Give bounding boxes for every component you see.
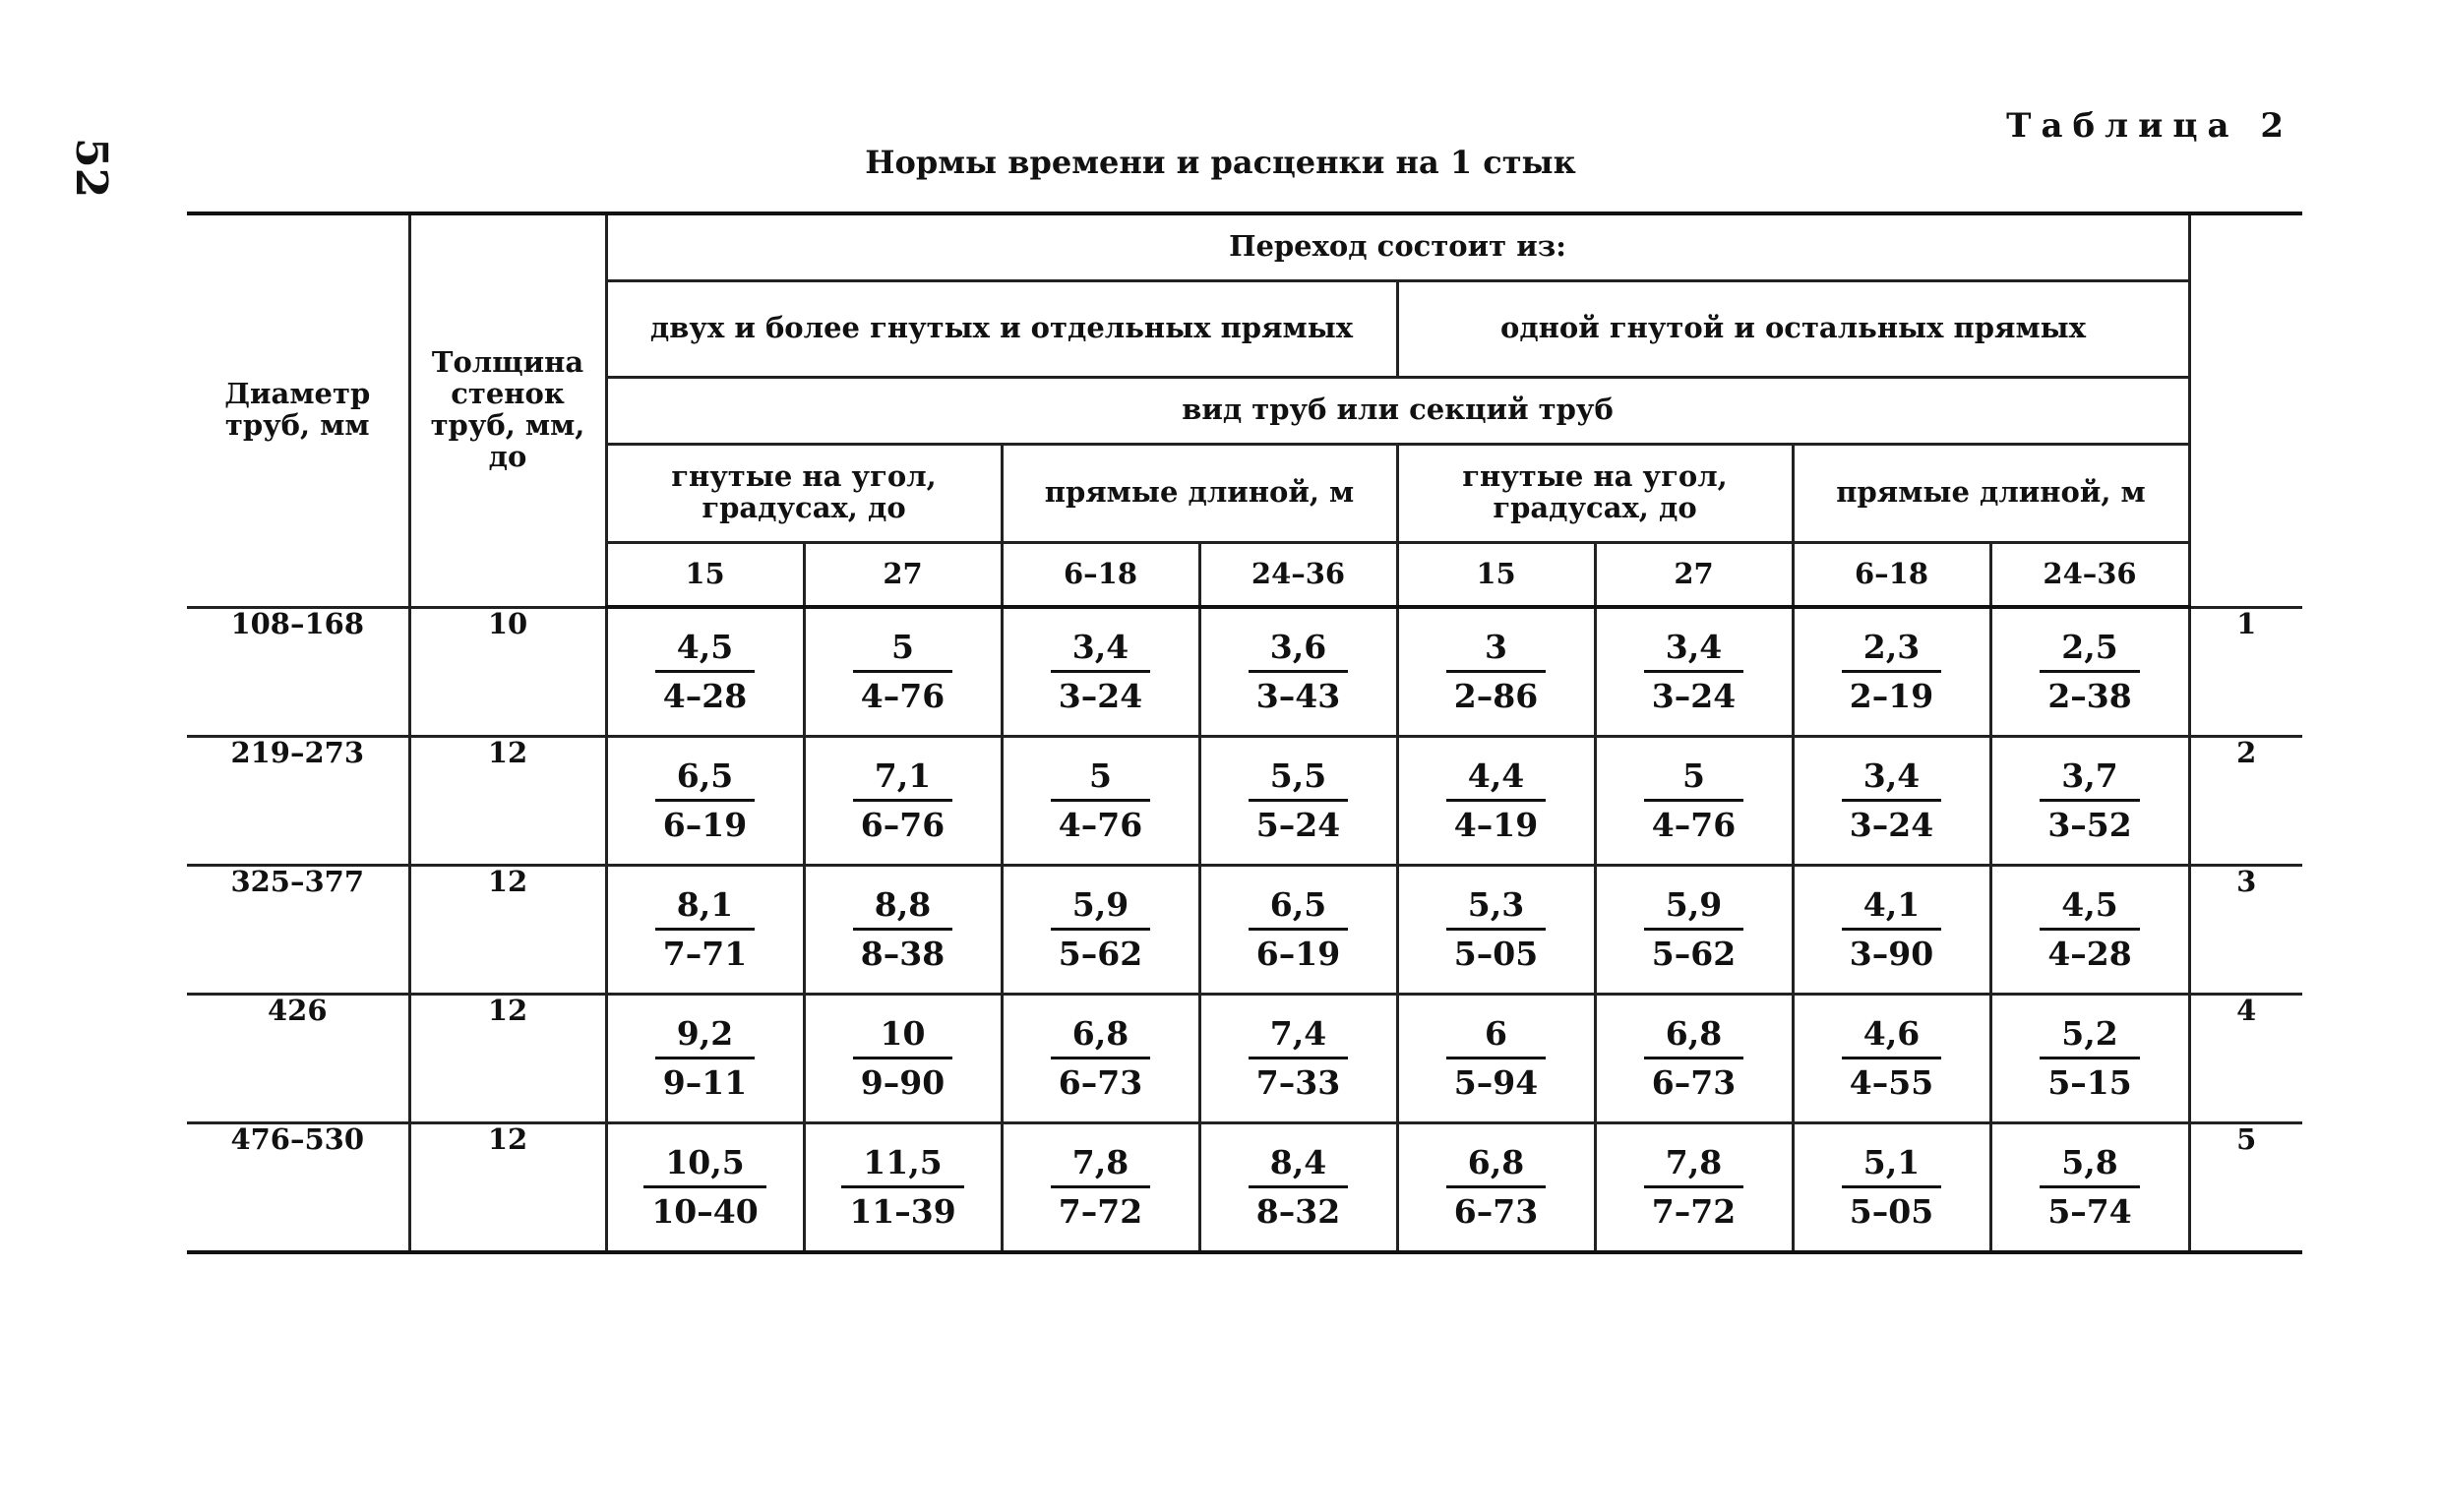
norm-cell bbox=[1990, 995, 2189, 1123]
time-norm-value: 5 bbox=[1051, 758, 1150, 801]
rate-value: 4–76 bbox=[1058, 805, 1143, 844]
rate-value: 6–73 bbox=[1058, 1062, 1143, 1102]
diameter-cell: 325–377 bbox=[187, 866, 409, 995]
rate-value: 8–38 bbox=[860, 934, 946, 973]
rate-value: 11–39 bbox=[849, 1191, 956, 1231]
norm-fraction bbox=[2040, 758, 2139, 843]
norms-table bbox=[187, 212, 2302, 1254]
header-bent-angle-a: гнутые на угол, градусах, до bbox=[606, 444, 1002, 542]
norm-fraction bbox=[1051, 1016, 1150, 1101]
time-norm-value: 5,8 bbox=[2040, 1145, 2139, 1187]
subheader-cell: 27 bbox=[1595, 542, 1793, 607]
header-group-two-or-more-bent: двух и более гнутых и отдельных прямых bbox=[606, 280, 1397, 377]
subheader-cell: 24–36 bbox=[1199, 542, 1397, 607]
norm-fraction bbox=[655, 887, 755, 972]
rate-value: 6–19 bbox=[1255, 934, 1341, 973]
rate-value: 4–76 bbox=[860, 676, 946, 715]
time-norm-value: 5 bbox=[853, 630, 952, 672]
norm-cell bbox=[1990, 1123, 2189, 1253]
norm-cell bbox=[804, 607, 1002, 737]
time-norm-value: 11,5 bbox=[841, 1145, 963, 1187]
norm-cell bbox=[1990, 737, 2189, 866]
table-row bbox=[187, 737, 2302, 866]
rate-value: 5–62 bbox=[1058, 934, 1143, 973]
norm-fraction bbox=[853, 630, 952, 714]
rate-value: 3–24 bbox=[1849, 805, 1934, 844]
norm-cell bbox=[1793, 866, 1990, 995]
subheader-cell: 15 bbox=[1397, 542, 1595, 607]
rate-value: 4–28 bbox=[2047, 934, 2132, 973]
time-norm-value: 7,8 bbox=[1051, 1145, 1150, 1187]
rate-value: 5–74 bbox=[2047, 1191, 2132, 1231]
rate-value: 4–28 bbox=[662, 676, 748, 715]
time-norm-value: 6,5 bbox=[1249, 887, 1348, 930]
norms-table-container bbox=[187, 212, 2302, 1254]
time-norm-value: 7,4 bbox=[1249, 1016, 1348, 1058]
norm-cell bbox=[1990, 607, 2189, 737]
time-norm-value: 6,8 bbox=[1051, 1016, 1150, 1058]
table-label: Таблица 2 bbox=[2006, 106, 2293, 146]
norm-cell bbox=[804, 737, 1002, 866]
rate-value: 7–71 bbox=[662, 934, 748, 973]
norm-fraction bbox=[853, 1016, 952, 1101]
norm-cell bbox=[1002, 737, 1199, 866]
norm-cell bbox=[1397, 607, 1595, 737]
table-title: Нормы времени и расценки на 1 стык bbox=[865, 144, 1576, 181]
norm-fraction bbox=[1051, 1145, 1150, 1230]
diameter-cell: 476–530 bbox=[187, 1123, 409, 1253]
rate-value: 6–76 bbox=[860, 805, 946, 844]
time-norm-value: 4,1 bbox=[1842, 887, 1941, 930]
time-norm-value: 7,8 bbox=[1644, 1145, 1743, 1187]
rate-value: 2–86 bbox=[1453, 676, 1539, 715]
row-number: 5 bbox=[2189, 1123, 2302, 1253]
norm-fraction bbox=[1249, 758, 1348, 843]
norm-fraction bbox=[1644, 1145, 1743, 1230]
time-norm-value: 5 bbox=[1644, 758, 1743, 801]
time-norm-value: 3,4 bbox=[1051, 630, 1150, 672]
diameter-cell: 108–168 bbox=[187, 607, 409, 737]
norm-fraction bbox=[1446, 630, 1546, 714]
thickness-cell: 12 bbox=[409, 995, 606, 1123]
time-norm-value: 10 bbox=[853, 1016, 952, 1058]
norm-cell bbox=[606, 995, 804, 1123]
norm-fraction bbox=[1644, 630, 1743, 714]
diameter-cell: 219–273 bbox=[187, 737, 409, 866]
header-transition: Переход состоит из: bbox=[606, 213, 2189, 280]
time-norm-value: 3,6 bbox=[1249, 630, 1348, 672]
norm-cell bbox=[606, 866, 804, 995]
norm-cell bbox=[804, 866, 1002, 995]
table-row bbox=[187, 1123, 2302, 1253]
diameter-cell: 426 bbox=[187, 995, 409, 1123]
time-norm-value: 6 bbox=[1446, 1016, 1546, 1058]
norm-cell bbox=[1397, 995, 1595, 1123]
rate-value: 9–90 bbox=[860, 1062, 946, 1102]
norm-fraction bbox=[853, 758, 952, 843]
norm-cell bbox=[1397, 737, 1595, 866]
table-row bbox=[187, 866, 2302, 995]
norm-fraction bbox=[1842, 1145, 1941, 1230]
norm-fraction bbox=[1842, 887, 1941, 972]
norm-fraction bbox=[1644, 1016, 1743, 1101]
rate-value: 6–19 bbox=[662, 805, 748, 844]
norm-cell bbox=[1002, 607, 1199, 737]
time-norm-value: 6,8 bbox=[1644, 1016, 1743, 1058]
subheader-cell: 15 bbox=[606, 542, 804, 607]
time-norm-value: 5,2 bbox=[2040, 1016, 2139, 1058]
norm-fraction bbox=[1842, 630, 1941, 714]
norm-cell bbox=[1397, 1123, 1595, 1253]
rate-value: 2–19 bbox=[1849, 676, 1934, 715]
rate-value: 5–15 bbox=[2047, 1062, 2132, 1102]
norm-cell bbox=[1002, 995, 1199, 1123]
header-diameter: Диаметр труб, мм bbox=[187, 213, 409, 607]
norm-fraction bbox=[1446, 1016, 1546, 1101]
header-row-number-column bbox=[2189, 213, 2302, 607]
norm-fraction bbox=[1842, 758, 1941, 843]
time-norm-value: 5,9 bbox=[1644, 887, 1743, 930]
norm-fraction bbox=[1249, 1145, 1348, 1230]
norm-cell bbox=[1793, 1123, 1990, 1253]
time-norm-value: 7,1 bbox=[853, 758, 952, 801]
norm-fraction bbox=[853, 887, 952, 972]
norm-cell bbox=[1199, 866, 1397, 995]
norm-fraction bbox=[1051, 758, 1150, 843]
norm-cell bbox=[606, 1123, 804, 1253]
time-norm-value: 5,5 bbox=[1249, 758, 1348, 801]
norm-fraction bbox=[655, 1016, 755, 1101]
norm-fraction bbox=[655, 630, 755, 714]
rate-value: 10–40 bbox=[651, 1191, 759, 1231]
norm-cell bbox=[1595, 866, 1793, 995]
norm-fraction bbox=[841, 1145, 963, 1230]
rate-value: 5–05 bbox=[1849, 1191, 1934, 1231]
norm-cell bbox=[1595, 607, 1793, 737]
norm-fraction bbox=[655, 758, 755, 843]
norm-cell bbox=[1793, 607, 1990, 737]
norm-cell bbox=[1002, 866, 1199, 995]
norm-fraction bbox=[2040, 630, 2139, 714]
time-norm-value: 2,5 bbox=[2040, 630, 2139, 672]
norm-cell bbox=[1595, 1123, 1793, 1253]
norm-fraction bbox=[1446, 887, 1546, 972]
row-number: 2 bbox=[2189, 737, 2302, 866]
rate-value: 3–24 bbox=[1651, 676, 1737, 715]
time-norm-value: 8,4 bbox=[1249, 1145, 1348, 1187]
norm-cell bbox=[1199, 737, 1397, 866]
rate-value: 8–32 bbox=[1255, 1191, 1341, 1231]
time-norm-value: 10,5 bbox=[643, 1145, 765, 1187]
rate-value: 7–72 bbox=[1651, 1191, 1737, 1231]
norm-cell bbox=[1397, 866, 1595, 995]
time-norm-value: 3 bbox=[1446, 630, 1546, 672]
thickness-cell: 12 bbox=[409, 1123, 606, 1253]
page-number: 52 bbox=[66, 138, 116, 199]
norm-fraction bbox=[2040, 887, 2139, 972]
rate-value: 5–05 bbox=[1453, 934, 1539, 973]
time-norm-value: 6,5 bbox=[655, 758, 755, 801]
table-row bbox=[187, 607, 2302, 737]
norm-fraction bbox=[1644, 887, 1743, 972]
header-pipe-kind: вид труб или секций труб bbox=[606, 377, 2189, 444]
time-norm-value: 4,4 bbox=[1446, 758, 1546, 801]
row-number: 3 bbox=[2189, 866, 2302, 995]
header-group-one-bent: одной гнутой и остальных прямых bbox=[1397, 280, 2189, 377]
norm-cell bbox=[1199, 995, 1397, 1123]
thickness-cell: 12 bbox=[409, 866, 606, 995]
time-norm-value: 9,2 bbox=[655, 1016, 755, 1058]
norm-fraction bbox=[643, 1145, 765, 1230]
norm-fraction bbox=[1051, 630, 1150, 714]
rate-value: 3–90 bbox=[1849, 934, 1934, 973]
norm-cell bbox=[1990, 866, 2189, 995]
rate-value: 6–73 bbox=[1453, 1191, 1539, 1231]
norm-cell bbox=[1595, 995, 1793, 1123]
rate-value: 2–38 bbox=[2047, 676, 2132, 715]
norm-fraction bbox=[1249, 1016, 1348, 1101]
rate-value: 5–94 bbox=[1453, 1062, 1539, 1102]
norm-cell bbox=[804, 1123, 1002, 1253]
norm-cell bbox=[1595, 737, 1793, 866]
rate-value: 7–33 bbox=[1255, 1062, 1341, 1102]
norm-fraction bbox=[1051, 887, 1150, 972]
time-norm-value: 4,5 bbox=[2040, 887, 2139, 930]
norm-cell bbox=[606, 607, 804, 737]
norm-fraction bbox=[1842, 1016, 1941, 1101]
rate-value: 3–24 bbox=[1058, 676, 1143, 715]
header-straight-length-a: прямые длиной, м bbox=[1002, 444, 1397, 542]
time-norm-value: 8,1 bbox=[655, 887, 755, 930]
norm-fraction bbox=[1644, 758, 1743, 843]
subheader-cell: 6–18 bbox=[1002, 542, 1199, 607]
norm-fraction bbox=[2040, 1016, 2139, 1101]
norm-cell bbox=[1002, 1123, 1199, 1253]
rate-value: 5–24 bbox=[1255, 805, 1341, 844]
norm-cell bbox=[1793, 737, 1990, 866]
time-norm-value: 3,4 bbox=[1842, 758, 1941, 801]
rate-value: 4–55 bbox=[1849, 1062, 1934, 1102]
thickness-cell: 10 bbox=[409, 607, 606, 737]
time-norm-value: 5,9 bbox=[1051, 887, 1150, 930]
subheader-cell: 24–36 bbox=[1990, 542, 2189, 607]
table-row bbox=[187, 995, 2302, 1123]
norm-fraction bbox=[1446, 758, 1546, 843]
header-bent-angle-b: гнутые на угол, градусах, до bbox=[1397, 444, 1793, 542]
norm-fraction bbox=[1446, 1145, 1546, 1230]
subheader-cell: 6–18 bbox=[1793, 542, 1990, 607]
time-norm-value: 3,7 bbox=[2040, 758, 2139, 801]
rate-value: 3–52 bbox=[2047, 805, 2132, 844]
time-norm-value: 3,4 bbox=[1644, 630, 1743, 672]
rate-value: 7–72 bbox=[1058, 1191, 1143, 1231]
header-straight-length-b: прямые длиной, м bbox=[1793, 444, 2189, 542]
time-norm-value: 8,8 bbox=[853, 887, 952, 930]
time-norm-value: 6,8 bbox=[1446, 1145, 1546, 1187]
rate-value: 9–11 bbox=[662, 1062, 748, 1102]
norm-cell bbox=[1793, 995, 1990, 1123]
row-number: 4 bbox=[2189, 995, 2302, 1123]
norm-cell bbox=[804, 995, 1002, 1123]
time-norm-value: 5,3 bbox=[1446, 887, 1546, 930]
subheader-cell: 27 bbox=[804, 542, 1002, 607]
rate-value: 6–73 bbox=[1651, 1062, 1737, 1102]
time-norm-value: 4,6 bbox=[1842, 1016, 1941, 1058]
norm-fraction bbox=[1249, 630, 1348, 714]
header-thickness: Толщина стенок труб, мм, до bbox=[409, 213, 606, 607]
time-norm-value: 2,3 bbox=[1842, 630, 1941, 672]
row-number: 1 bbox=[2189, 607, 2302, 737]
time-norm-value: 4,5 bbox=[655, 630, 755, 672]
time-norm-value: 5,1 bbox=[1842, 1145, 1941, 1187]
norm-cell bbox=[1199, 1123, 1397, 1253]
rate-value: 4–76 bbox=[1651, 805, 1737, 844]
norm-fraction bbox=[1249, 887, 1348, 972]
rate-value: 4–19 bbox=[1453, 805, 1539, 844]
norm-cell bbox=[606, 737, 804, 866]
rate-value: 5–62 bbox=[1651, 934, 1737, 973]
rate-value: 3–43 bbox=[1255, 676, 1341, 715]
thickness-cell: 12 bbox=[409, 737, 606, 866]
norm-cell bbox=[1199, 607, 1397, 737]
norm-fraction bbox=[2040, 1145, 2139, 1230]
